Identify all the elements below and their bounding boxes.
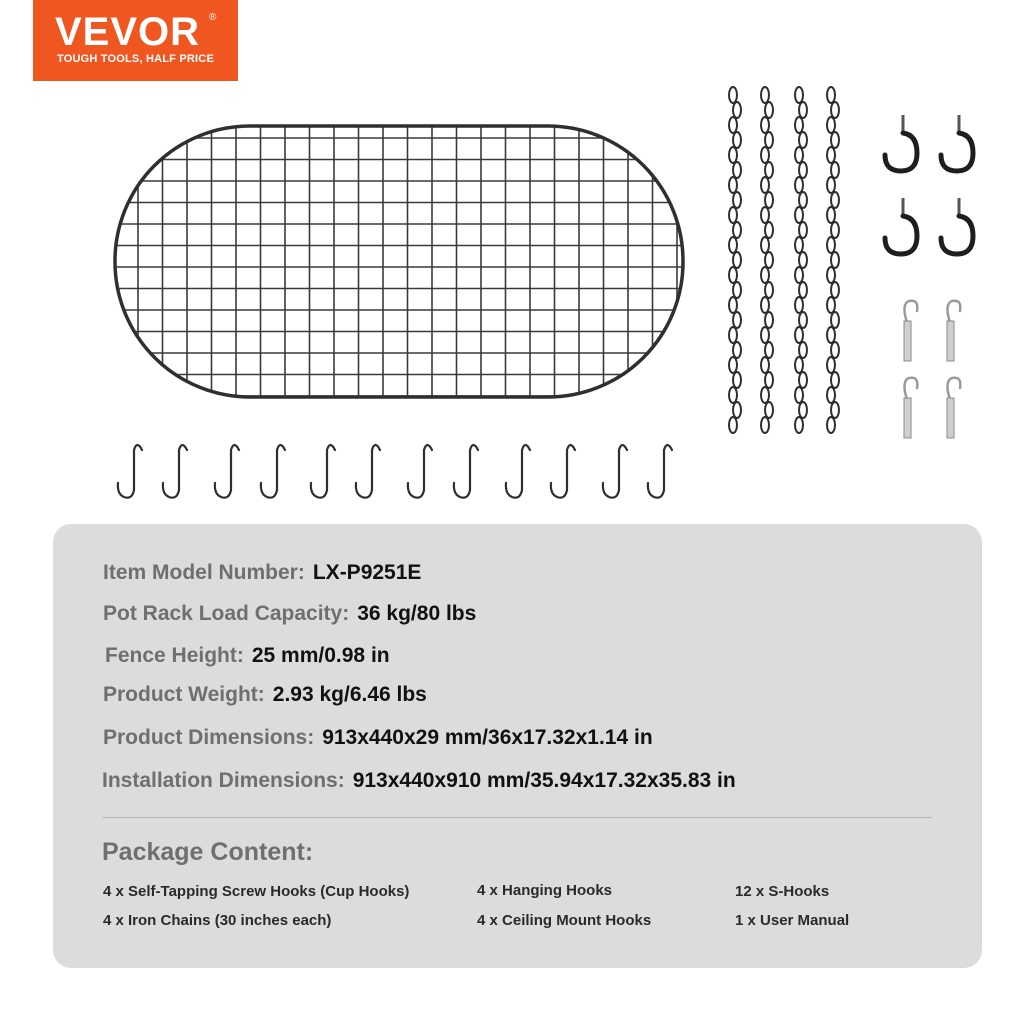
s-hook-icon: [356, 445, 380, 498]
s-hook-icon: [603, 445, 627, 498]
package-item: 4 x Hanging Hooks: [477, 882, 613, 899]
s-hook-icon: [454, 445, 478, 498]
s-hook-icon: [118, 445, 142, 498]
s-hook-icon: [261, 445, 285, 498]
section-divider: [103, 817, 932, 818]
spec-model-number: [103, 560, 421, 586]
package-content-title: Package Content:: [102, 838, 314, 866]
spec-value: 2.93 kg/6.46 lbs: [272, 683, 427, 706]
s-hook-icon: [408, 445, 432, 498]
oval-grid-rack: [110, 120, 690, 400]
spec-label: Fence Height:: [105, 644, 244, 667]
spec-label: Pot Rack Load Capacity:: [103, 602, 350, 625]
s-hook-icon: [648, 445, 672, 498]
spec-value: 36 kg/80 lbs: [357, 602, 477, 625]
spec-value: LX-P9251E: [312, 561, 422, 584]
cup-hook-icon: [941, 115, 973, 171]
ceiling-mount-hook-icon: [904, 301, 917, 361]
spec-value: 913x440x29 mm/36x17.32x1.14 in: [322, 726, 653, 749]
s-hook-icon: [215, 445, 239, 498]
logo-wordmark: VEVOR: [55, 10, 201, 54]
cup-hook-icon: [885, 198, 917, 254]
spec-label: Item Model Number:: [103, 561, 305, 584]
s-hook-icon: [506, 445, 530, 498]
s-hooks-group: [118, 445, 672, 498]
logo-tagline: TOUGH TOOLS, HALF PRICE: [57, 53, 214, 65]
spec-label: Product Weight:: [103, 683, 265, 706]
ceiling-mount-hooks-group: [904, 301, 960, 438]
s-hook-icon: [163, 445, 187, 498]
iron-chain-icon: [761, 87, 773, 433]
spec-product-weight: [103, 682, 427, 708]
spec-value: 25 mm/0.98 in: [251, 644, 390, 667]
s-hook-icon: [311, 445, 335, 498]
spec-load-capacity: [103, 601, 476, 627]
iron-chains-group: [729, 87, 839, 433]
iron-chain-icon: [795, 87, 807, 433]
spec-fence-height: [105, 643, 390, 669]
spec-label: Installation Dimensions:: [102, 769, 345, 792]
iron-chain-icon: [729, 87, 741, 433]
s-hook-icon: [551, 445, 575, 498]
spec-product-dimensions: [103, 725, 653, 751]
package-item: 12 x S-Hooks: [735, 883, 830, 900]
ceiling-mount-hook-icon: [947, 378, 960, 438]
package-item: 1 x User Manual: [735, 912, 850, 929]
ceiling-mount-hook-icon: [904, 378, 917, 438]
package-item: 4 x Self-Tapping Screw Hooks (Cup Hooks): [103, 883, 410, 900]
cup-hook-icon: [941, 198, 973, 254]
spec-value: 913x440x910 mm/35.94x17.32x35.83 in: [352, 769, 736, 792]
package-item: 4 x Iron Chains (30 inches each): [103, 912, 332, 929]
cup-hooks-group: [885, 115, 973, 254]
ceiling-mount-hook-icon: [947, 301, 960, 361]
spec-label: Product Dimensions:: [103, 726, 315, 749]
iron-chain-icon: [827, 87, 839, 433]
registered-mark: ®: [209, 12, 217, 23]
spec-installation-dimensions: [102, 768, 736, 794]
package-item: 4 x Ceiling Mount Hooks: [477, 912, 652, 929]
cup-hook-icon: [885, 115, 917, 171]
